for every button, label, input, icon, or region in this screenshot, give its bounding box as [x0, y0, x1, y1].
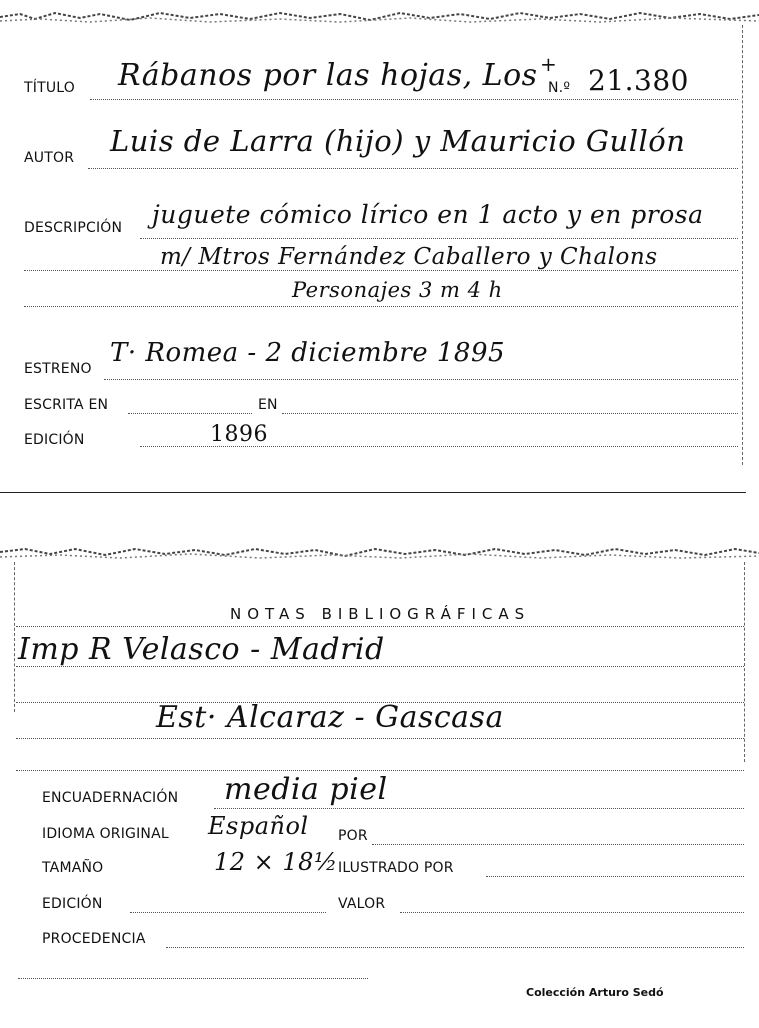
ilustrado-por-label: ILUSTRADO POR [338, 860, 454, 876]
valor-dotted-line [400, 912, 744, 913]
escrita-en-dotted-line [128, 413, 252, 414]
procedencia-label: PROCEDENCIA [42, 931, 146, 947]
titulo-label: TÍTULO [24, 80, 75, 96]
catalog-card-back [0, 540, 759, 1028]
card-right-edge [744, 562, 745, 762]
numero-label: N.º [548, 80, 571, 96]
en-dotted-line [282, 413, 738, 414]
estreno-value: T· Romea - 2 diciembre 1895 [110, 338, 506, 368]
descripcion-value-line2: m/ Mtros Fernández Caballero y Chalons [160, 244, 658, 270]
descripcion-dotted-line-1 [140, 238, 738, 239]
torn-edge-decoration [0, 544, 759, 562]
ilustrado-por-dotted-line [486, 876, 744, 877]
procedencia-dotted-line [166, 947, 744, 948]
descripcion-value-line3: Personajes 3 m 4 h [292, 278, 503, 302]
notes-dotted-line-5 [16, 770, 744, 771]
idioma-original-value: Español [208, 812, 309, 840]
idioma-original-label: IDIOMA ORIGINAL [42, 826, 169, 842]
card-right-edge [742, 25, 743, 465]
edicion-value: 1896 [210, 422, 268, 447]
autor-label: AUTOR [24, 150, 75, 166]
por-label: POR [338, 828, 368, 844]
descripcion-label: DESCRIPCIÓN [24, 220, 123, 236]
titulo-value: Rábanos por las hojas, Los [118, 58, 538, 93]
final-dotted-line [18, 978, 368, 979]
notes-dotted-line-4 [16, 738, 744, 739]
tamano-label: TAMAÑO [42, 860, 104, 876]
notas-bibliograficas-title: NOTAS BIBLIOGRÁFICAS [230, 605, 531, 623]
descripcion-value-line1: juguete cómico lírico en 1 acto y en prosa [152, 200, 704, 229]
notes-value-line2: Est· Alcaraz - Gascasa [156, 700, 504, 735]
edicion-label: EDICIÓN [24, 432, 85, 448]
encuadernacion-label: ENCUADERNACIÓN [42, 790, 179, 806]
numero-mark: + [540, 52, 558, 76]
encuadernacion-value: media piel [224, 772, 388, 807]
descripcion-dotted-line-2 [24, 270, 738, 271]
collection-footer: Colección Arturo Sedó [526, 986, 664, 999]
edicion-back-dotted-line [130, 912, 326, 913]
autor-dotted-line [88, 168, 738, 169]
tamano-value: 12 × 18½ [214, 848, 338, 876]
titulo-dotted-line [90, 99, 738, 100]
notes-dotted-line-1 [16, 626, 744, 627]
numero-value: 21.380 [588, 64, 689, 97]
encuadernacion-dotted-line [214, 808, 744, 809]
edicion-back-label: EDICIÓN [42, 896, 103, 912]
notes-value-line1: Imp R Velasco - Madrid [18, 632, 385, 667]
descripcion-dotted-line-3 [24, 306, 738, 307]
en-label: EN [258, 397, 278, 413]
card-left-edge [14, 562, 15, 712]
valor-label: VALOR [338, 896, 386, 912]
catalog-card-front [0, 0, 759, 495]
estreno-label: ESTRENO [24, 361, 92, 377]
por-dotted-line [372, 844, 744, 845]
estreno-dotted-line [104, 379, 738, 380]
torn-edge-decoration [0, 8, 759, 26]
card-separator [0, 492, 746, 493]
autor-value: Luis de Larra (hijo) y Mauricio Gullón [110, 124, 686, 158]
escrita-en-label: ESCRITA EN [24, 397, 109, 413]
